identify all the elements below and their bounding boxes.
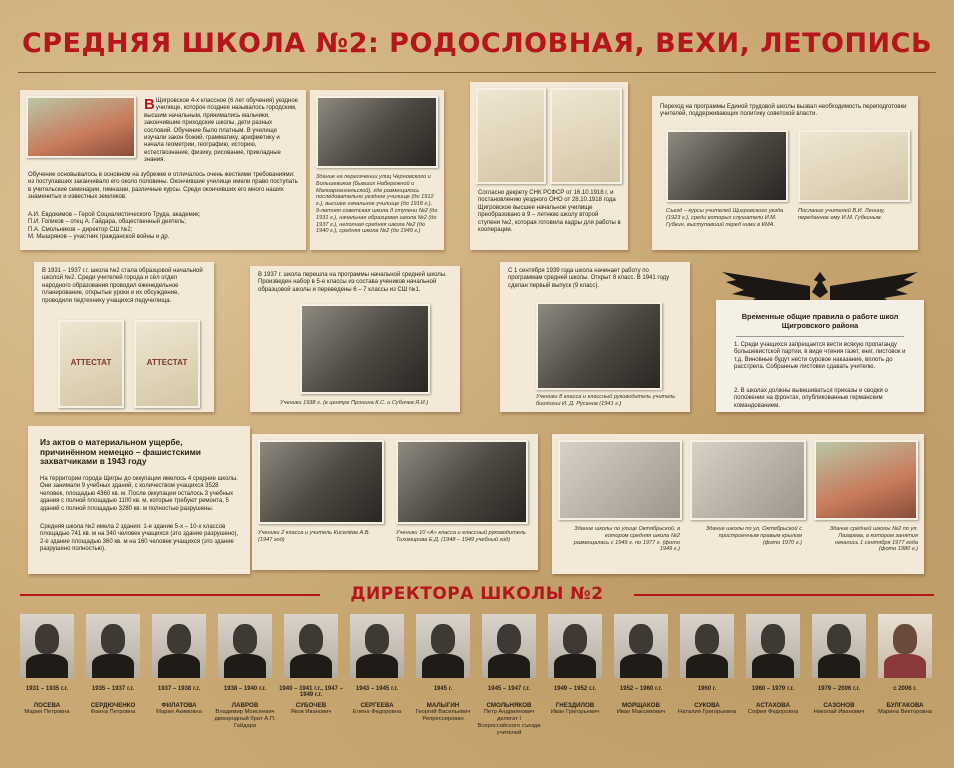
block11-caption2: Здание школы по ул. Октябрьской с пристроенным правым крылом (фото 1970 г.) [705,526,802,546]
card-teachers-retraining [652,96,918,250]
block6-text: В 1937 г. школа перешла на программы начальной средней школы. Произведен набор в 5-е классы из состава учеников начальной образцовой школы и переведены 6 – 7 классы из СШ №1. [258,272,447,293]
director-entry: 1952 – 1960 г.г. МОРЩАКОВ Иван Максимович [616,686,666,715]
building-1980-photo [814,440,918,520]
director-entry: 1937 – 1938 г.г. ФИЛАТОВА Мария Акимовна [156,686,202,715]
card-uezd-uchilishe [20,90,306,250]
director-entry: 1931 – 1935 г.г. ЛОСЕВА Мария Петровна [24,686,70,715]
teachers-congress-photo [666,130,788,202]
divider [18,72,936,73]
card-occupation-rules [716,300,924,412]
card-old-building [310,90,444,250]
block1-text1: Щигровское 4-х классное (6 лет обучения) уездное училище, которое позднее называлось городским, высшим начальным, принимались мальчики, закончившие приходские школы, дети разных сословий. Обучение было платным. В училище изучали закон божий, грамматику, арифметику и начала геометрии, географию, историю, естествознание, физику, рисование, прикладные знания. [144,98,299,164]
director-portrait [812,614,866,678]
director-entry: 1979 – 2006 г.г. САЗОНОВ Николай Иванович [813,686,865,715]
block4-caption1: Съезд – курсы учителей Щигровского уезда (1923 г.), среди которых слушатели И.М. Губкин, выступавший перед ними в КМА. [666,208,784,228]
director-portrait [746,614,800,678]
director-entry: 1945 – 1947 г.г. СМОЛЬНЯКОВ Петр Андриянович делегат I Всероссийского съезда учителей [477,686,541,736]
director-portrait [416,614,470,678]
school-painting-image [26,96,136,158]
card-1937 [250,266,460,412]
block1-text2: Обучение основывалось в основном на зубрежке и отличалось очень жесткими требованиями: из поступавших заканчивало его около половины. Окончившие училище имели право поступать в учительские семинарии, гимназии, различные курсы. Среди окончивших его много наших знаменитых и известных земляков: [28,172,298,201]
director-entry: 1945 г. МАЛЫГИН Георгий Васильевич Репрессирован [415,686,471,722]
director-entry: 1940 – 1941 г.г., 1947 – 1949 г.г. СУБОЧЕВ Яков Иванович [279,686,343,715]
card-damage-acts [28,426,250,574]
block11-caption1: Здание школы по улице Октябрьской, в котором средняя школа №2 размещалась с 1949 г. по 1977 г. (фото 1949 г.) [573,526,680,553]
block2-caption: Здание на пересечении улиц Черновского и Большевиков (бывших Набережной и Малоархангельской), где размещалось последовательно уездное училище (до 1912 г.), высшее начальное училище (до 1918 г.), 9-летняя советская школа II ступени №2 (до 1931 г.), начальная образцовая школа №2 (до 1937 г.), неполная средняя школа №2 (до 1940 г.), средняя школа №2 (до 1949 г.) [316,174,438,235]
director-portrait [548,614,602,678]
director-portrait [482,614,536,678]
director-portrait [878,614,932,678]
students-1938-photo [300,304,430,394]
director-portrait [284,614,338,678]
dropcap: В [144,96,155,113]
director-entry: 1938 – 1940 г.г. ЛАВРОВ Владимир Моисеевич двоюродный брат А.П. Гайдара [214,686,276,729]
block3-text: Согласно декрету СНК РСФСР от 16.10.1918 г. и постановлению уездного ОНО от 28.10.1918 года Щигровское высшее начальное училище преобразовано в 9 – летнюю школу второй ступени №2, которая готовила кадры для работы в кооперации. [478,190,621,234]
directors-heading: ДИРЕКТОРА ШКОЛЫ №2 [350,584,604,604]
block7-text: С 1 сентября 1939 года школа начинает работу по программам средней школы. Открыт 8 класс. В 1941 году сделан первый выпуск (9 класс). [508,268,670,289]
block11-caption3: Здание средней школы №2 по ул. Лазарева, в котором занятия начались 1 сентября 1977 года (фото 1980 г.) [829,526,918,553]
block4-text: Переход на программы Единой трудовой школы вызвал необходимость переподготовки учителей, поддерживающих политику советской власти. [660,104,907,118]
page-title: СРЕДНЯЯ ШКОЛА №2: РОДОСЛОВНАЯ, ВЕХИ, ЛЕТОПИСЬ [21,28,933,59]
director-portrait [614,614,668,678]
director-entry: с 2006 г. БУЛГАКОВА Марина Викторовна [877,686,933,715]
rules-item-1: 1. Среди учащихся запрещается вести всякую пропаганду большевистской партии, в виде чтения газет, книг, листовок и т.д. Виновные будут нести суровое наказание, вплоть до расстрела. Собранные листовки сдавать учителю. [734,342,906,371]
block10-caption1: Ученики 2 класса и учитель Киселёва А.В. (1947 год) [258,530,371,543]
letter-to-lenin-image [798,130,910,202]
card-decree [470,82,628,250]
director-portrait [218,614,272,678]
damage-title: Из актов о материальном ущербе, причинённом немецко – фашистскими захватчиками в 1943 году [40,437,201,467]
block4-caption2: Послание учителей В.И. Ленину, переданное ему И.М. Губкиным. [798,208,885,221]
card-postwar-classes [252,434,538,570]
building-1949-photo [558,440,682,520]
block10-caption2: Ученики 10 «А» класса и классный руководитель Тихомирова Е.Д. (1948 – 1949 учебный год) [396,530,526,543]
attestat-document-image: АТТЕСТАТ [58,320,124,408]
director-entry: 1960 – 1979 г.г. АСТАХОВА София Федоровна [747,686,799,715]
director-entry: 1949 – 1952 г.г. ГНЕЗДИЛОВ Иван Григорьевич [550,686,600,715]
card-1939 [500,262,690,412]
block9-text1: На территории города Щигры до оккупации имелось 4 средние школы. Они занимали 9 учебных зданий, с количеством учащихся 3528 человек, площадью 4360 кв. м. После оккупации осталось 3 учебных здания с полной площадью 1100 кв. м, которые требуют ремонта, 5 зданий с полной площадью 3280 кв. м полностью разрушены. [40,476,238,512]
rules-item-2: 2. В школах должны вывешиваться приказы и сводки о положении на фронтах, опубликованные германским командованием. [734,388,888,409]
old-building-photo [316,96,438,168]
block5-text: В 1931 – 1937 г.г. школа №2 стала образцовой начальной школой №2. Среди учителей города и сёл отдел народного образования проводил еженедельное планирование, открытые уроки и их обсуждение, проводили педтехнику учащихся педучилища. [42,268,203,304]
decree-document-image [550,88,622,184]
block9-text2: Средняя школа №2 имела 2 здания: 1-е здание 5-х – 10-х классов площадью 741 кв. м на 340 человек учащихся (это здание разрушено), 2-е здание площадью 360 кв. м на 160 человек учащихся (это здание разрушено полностью). [40,524,239,553]
director-portrait [86,614,140,678]
rules-title: Временные общие правила о работе школ Щигровского района [741,312,899,330]
class-10a-photo [396,440,528,524]
class-2-photo [258,440,384,524]
block6-caption: Ученики 1938 г. (в центре Пронина К.С. и Субочев Я.И.) [280,400,429,406]
card-school-buildings [552,434,924,574]
director-portrait [152,614,206,678]
building-1970-photo [690,440,806,520]
block1-names: А.И. Евдокимов – Герой Социалистического Труда, академик; П.И. Голиков – отец А. Гайдара, общественный деятель; П.А. Смольников – директор СШ №2; М. Мышрянов – участник гражданской войны и др. [28,212,201,241]
director-entry: 1935 – 1937 г.г. СЕРДЮЧЕНКО Фаина Петровна [90,686,136,715]
director-portrait [350,614,404,678]
decree-document-image [476,88,546,184]
director-portrait [680,614,734,678]
director-entry: 1960 г. СУКОВА Наталия Григорьевна [678,686,736,715]
attestat-document-image: АТТЕСТАТ [134,320,200,408]
director-entry: 1943 – 1945 г.г. СЕРГЕЕВА Елена Федоровна [352,686,402,715]
card-model-school [34,262,214,412]
block7-caption: Ученики 8 класса и классный руководитель учитель биологии И. Д. Русанов (1941 г.) [536,394,676,407]
director-portrait [20,614,74,678]
class-8-photo [536,302,662,390]
